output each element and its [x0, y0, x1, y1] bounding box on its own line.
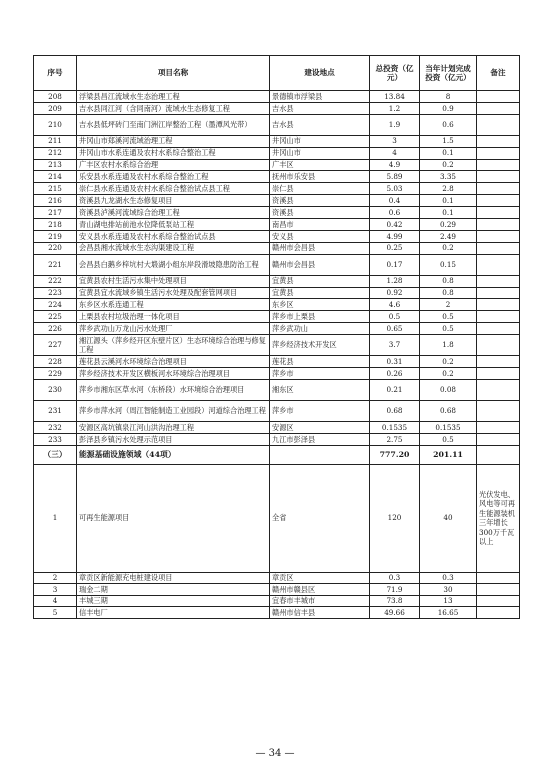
total-investment: 49.66: [370, 607, 420, 619]
year-investment: 0.1: [420, 195, 477, 207]
year-investment: 13: [420, 595, 477, 607]
location: 宜黄县: [270, 275, 370, 287]
row-number: 217: [34, 207, 77, 219]
row-number: 209: [34, 102, 77, 114]
note: [477, 159, 520, 171]
total-investment: 2.75: [370, 433, 420, 445]
project-name: 上栗县农村垃圾治理一体化项目: [77, 311, 270, 323]
table-row: [34, 607, 520, 619]
row-number: 233: [34, 433, 77, 445]
table-row: [34, 400, 520, 421]
project-name: 萍乡市萍水河（周江智能制造工业园段）河道综合治理工程: [77, 400, 270, 421]
row-number: 214: [34, 171, 77, 183]
location: 萍乡市: [270, 400, 370, 421]
project-name: 瑞金二期: [77, 584, 270, 596]
note: [477, 356, 520, 368]
location: 吉水县: [270, 114, 370, 135]
table-row: [34, 335, 520, 356]
location: 九江市彭泽县: [270, 433, 370, 445]
year-investment: 0.8: [420, 287, 477, 299]
year-investment: 0.1: [420, 207, 477, 219]
note: [477, 433, 520, 445]
project-table: [33, 55, 520, 619]
project-name: 吉水县低坪砖门至南门洲江岸整治工程（墨潭风光带）: [77, 114, 270, 135]
total-investment: 13.84: [370, 91, 420, 103]
row-number: 211: [34, 135, 77, 147]
year-investment: 40: [420, 464, 477, 572]
table-row: [34, 91, 520, 103]
section-year: 201.11: [420, 445, 477, 464]
table-row: [34, 323, 520, 335]
location: 宜春市丰城市: [270, 595, 370, 607]
table-row: [34, 171, 520, 183]
header-total: 总投资（亿元）: [370, 56, 420, 91]
total-investment: 3.7: [370, 335, 420, 356]
year-investment: 30: [420, 584, 477, 596]
table-row: [34, 368, 520, 380]
year-investment: 0.2: [420, 368, 477, 380]
year-investment: 0.1535: [420, 421, 477, 433]
total-investment: 0.68: [370, 400, 420, 421]
location: 资溪县: [270, 207, 370, 219]
header-note: 备注: [477, 56, 520, 91]
location: 湘东区: [270, 379, 370, 400]
project-name: 会昌县白鹅乡梓坑村大塅湖小组东岸段滑坡隐患防治工程: [77, 254, 270, 275]
table-row: [34, 433, 520, 445]
total-investment: 120: [370, 464, 420, 572]
year-investment: 0.68: [420, 400, 477, 421]
note: [477, 368, 520, 380]
table-row: [34, 254, 520, 275]
year-investment: 0.8: [420, 275, 477, 287]
location: 广丰区: [270, 159, 370, 171]
project-name: 宜黄县宜水流域乡镇生活污水处理及配套管网项目: [77, 287, 270, 299]
project-name: 资溪县泸溪河流域综合治理工程: [77, 207, 270, 219]
year-investment: 0.1: [420, 147, 477, 159]
row-number: 222: [34, 275, 77, 287]
year-investment: 0.5: [420, 433, 477, 445]
location: 东乡区: [270, 299, 370, 311]
header-name: 项目名称: [77, 56, 270, 91]
year-investment: 0.08: [420, 379, 477, 400]
location: 资溪县: [270, 195, 370, 207]
project-name: 萍乡市湘东区草水河（东桥段）水环境综合治理项目: [77, 379, 270, 400]
total-investment: 71.9: [370, 584, 420, 596]
year-investment: 1.5: [420, 135, 477, 147]
year-investment: 2.49: [420, 230, 477, 242]
note: [477, 299, 520, 311]
location: 莲花县: [270, 356, 370, 368]
table-row: [34, 287, 520, 299]
project-name: 井冈山市水系连通及农村水系综合整治工程: [77, 147, 270, 159]
note: [477, 114, 520, 135]
year-investment: 0.2: [420, 356, 477, 368]
row-number: 229: [34, 368, 77, 380]
table-header-row: [34, 56, 520, 91]
table-row: [34, 159, 520, 171]
project-name: 彭泽县乡镇污水处理示范项目: [77, 433, 270, 445]
row-number: 219: [34, 230, 77, 242]
project-name: 可再生能源项目: [77, 464, 270, 572]
note: [477, 195, 520, 207]
total-investment: 0.26: [370, 368, 420, 380]
year-investment: 1.8: [420, 335, 477, 356]
location: 赣州市赣县区: [270, 584, 370, 596]
total-investment: 0.65: [370, 323, 420, 335]
project-name: 吉水县同江河（含同南河）流域水生态修复工程: [77, 102, 270, 114]
total-investment: 0.1535: [370, 421, 420, 433]
location: 萍乡武功山: [270, 323, 370, 335]
total-investment: 1.9: [370, 114, 420, 135]
row-number: 4: [34, 595, 77, 607]
project-name: 萍乡经济技术开发区横板河水环境综合治理项目: [77, 368, 270, 380]
total-investment: 4: [370, 147, 420, 159]
note: [477, 572, 520, 584]
note: [477, 102, 520, 114]
section-total: 777.20: [370, 445, 420, 464]
table-row: [34, 102, 520, 114]
note: [477, 323, 520, 335]
table-row: [34, 379, 520, 400]
location: 赣州市会昌县: [270, 242, 370, 254]
table-row: [34, 311, 520, 323]
year-investment: 8: [420, 91, 477, 103]
year-investment: 0.5: [420, 323, 477, 335]
table-row: [34, 595, 520, 607]
table-row: [34, 242, 520, 254]
total-investment: 4.6: [370, 299, 420, 311]
project-name: 湘江源头（萍乡经开区东壁片区）生态环境综合治理与修复工程: [77, 335, 270, 356]
total-investment: 1.28: [370, 275, 420, 287]
note: 光伏发电、风电等可再生能源装机三年增长300万千瓦以上: [477, 464, 520, 572]
row-number: 224: [34, 299, 77, 311]
row-number: 1: [34, 464, 77, 572]
table-row: [34, 421, 520, 433]
row-number: 5: [34, 607, 77, 619]
row-number: 223: [34, 287, 77, 299]
row-number: 220: [34, 242, 77, 254]
note: [477, 230, 520, 242]
year-investment: 2.8: [420, 183, 477, 195]
project-name: 安源区高坑镇泉江河山洪沟治理工程: [77, 421, 270, 433]
location: 崇仁县: [270, 183, 370, 195]
row-number: 227: [34, 335, 77, 356]
location: 萍乡市: [270, 368, 370, 380]
row-number: 208: [34, 91, 77, 103]
note: [477, 147, 520, 159]
location: 宜黄县: [270, 287, 370, 299]
year-investment: 0.5: [420, 311, 477, 323]
table-row: [34, 114, 520, 135]
location: 景德镇市浮梁县: [270, 91, 370, 103]
row-number: 2: [34, 572, 77, 584]
total-investment: 0.5: [370, 311, 420, 323]
row-number: 3: [34, 584, 77, 596]
note: [477, 275, 520, 287]
location: 萍乡经济技术开发区: [270, 335, 370, 356]
table-row: [34, 464, 520, 572]
note: [477, 287, 520, 299]
total-investment: 4.9: [370, 159, 420, 171]
location: 安义县: [270, 230, 370, 242]
note: [477, 183, 520, 195]
table-row: [34, 207, 520, 219]
location: 抚州市乐安县: [270, 171, 370, 183]
project-name: 资溪县九龙湖水生态修复项目: [77, 195, 270, 207]
location: 吉水县: [270, 102, 370, 114]
note: [477, 400, 520, 421]
table-row: [34, 195, 520, 207]
year-investment: 0.9: [420, 102, 477, 114]
table-row: [34, 135, 520, 147]
year-investment: 0.2: [420, 242, 477, 254]
location: 赣州市会昌县: [270, 254, 370, 275]
row-number: 218: [34, 219, 77, 231]
project-name: 宜黄县农村生活污水集中处理项目: [77, 275, 270, 287]
section-row: [34, 445, 520, 464]
note: [477, 242, 520, 254]
project-name: 信丰电厂: [77, 607, 270, 619]
row-number: 225: [34, 311, 77, 323]
note: [477, 379, 520, 400]
note: [477, 91, 520, 103]
project-name: 青山湖电排站前池水位降低泵站工程: [77, 219, 270, 231]
year-investment: 0.6: [420, 114, 477, 135]
project-name: 丰城三期: [77, 595, 270, 607]
table-row: [34, 183, 520, 195]
project-name: 浮梁县昌江流域水生态治理工程: [77, 91, 270, 103]
total-investment: 0.17: [370, 254, 420, 275]
note: [477, 595, 520, 607]
header-no: 序号: [34, 56, 77, 91]
table-row: [34, 584, 520, 596]
total-investment: 3: [370, 135, 420, 147]
project-name: 东乡区水系连通工程: [77, 299, 270, 311]
total-investment: 0.3: [370, 572, 420, 584]
row-number: 216: [34, 195, 77, 207]
table-row: [34, 147, 520, 159]
note: [477, 421, 520, 433]
section-name: 能源基础设施领域（44项）: [77, 445, 270, 464]
year-investment: 3.35: [420, 171, 477, 183]
total-investment: 4.99: [370, 230, 420, 242]
project-name: 广丰区农村水系综合治理: [77, 159, 270, 171]
row-number: 228: [34, 356, 77, 368]
note: [477, 207, 520, 219]
location: 全省: [270, 464, 370, 572]
note: [477, 335, 520, 356]
row-number: 231: [34, 400, 77, 421]
total-investment: 0.31: [370, 356, 420, 368]
row-number: 230: [34, 379, 77, 400]
location: 章贡区: [270, 572, 370, 584]
table-row: [34, 356, 520, 368]
row-number: 215: [34, 183, 77, 195]
total-investment: 5.03: [370, 183, 420, 195]
total-investment: 5.89: [370, 171, 420, 183]
table-row: [34, 299, 520, 311]
project-name: 莲花县云溪河水环境综合治理项目: [77, 356, 270, 368]
location: 井冈山市: [270, 135, 370, 147]
total-investment: 0.92: [370, 287, 420, 299]
project-name: 会昌县湘水流域水生态沟渠建设工程: [77, 242, 270, 254]
location: 赣州市信丰县: [270, 607, 370, 619]
year-investment: 0.15: [420, 254, 477, 275]
project-name: 井冈山市郑溪河流域治理工程: [77, 135, 270, 147]
section-no: （三）: [34, 445, 77, 464]
row-number: 221: [34, 254, 77, 275]
location: 南昌市: [270, 219, 370, 231]
note: [477, 171, 520, 183]
table-row: [34, 230, 520, 242]
note: [477, 311, 520, 323]
total-investment: 73.8: [370, 595, 420, 607]
project-name: 章贡区新能源充电桩建设项目: [77, 572, 270, 584]
table-row: [34, 275, 520, 287]
total-investment: 0.42: [370, 219, 420, 231]
year-investment: 2: [420, 299, 477, 311]
total-investment: 0.21: [370, 379, 420, 400]
note: [477, 584, 520, 596]
note: [477, 219, 520, 231]
total-investment: 1.2: [370, 102, 420, 114]
row-number: 232: [34, 421, 77, 433]
location: 井冈山市: [270, 147, 370, 159]
header-year: 当年计划完成投资（亿元）: [420, 56, 477, 91]
year-investment: 0.29: [420, 219, 477, 231]
location: 安源区: [270, 421, 370, 433]
table-row: [34, 219, 520, 231]
project-name: 萍乡武功山万龙山污水处理厂: [77, 323, 270, 335]
total-investment: 0.6: [370, 207, 420, 219]
table-row: [34, 572, 520, 584]
project-name: 崇仁县水系连通及农村水系综合整治试点县工程: [77, 183, 270, 195]
header-location: 建设地点: [270, 56, 370, 91]
total-investment: 0.25: [370, 242, 420, 254]
project-name: 安义县水系连通及农村水系综合整治试点县: [77, 230, 270, 242]
page-number: — 34 —: [255, 748, 295, 759]
year-investment: 16.65: [420, 607, 477, 619]
total-investment: 0.4: [370, 195, 420, 207]
note: [477, 135, 520, 147]
row-number: 213: [34, 159, 77, 171]
year-investment: 0.3: [420, 572, 477, 584]
row-number: 210: [34, 114, 77, 135]
row-number: 212: [34, 147, 77, 159]
note: [477, 254, 520, 275]
note: [477, 607, 520, 619]
location: 萍乡市上栗县: [270, 311, 370, 323]
year-investment: 0.2: [420, 159, 477, 171]
row-number: 226: [34, 323, 77, 335]
project-name: 乐安县水系连通及农村水系综合整治工程: [77, 171, 270, 183]
